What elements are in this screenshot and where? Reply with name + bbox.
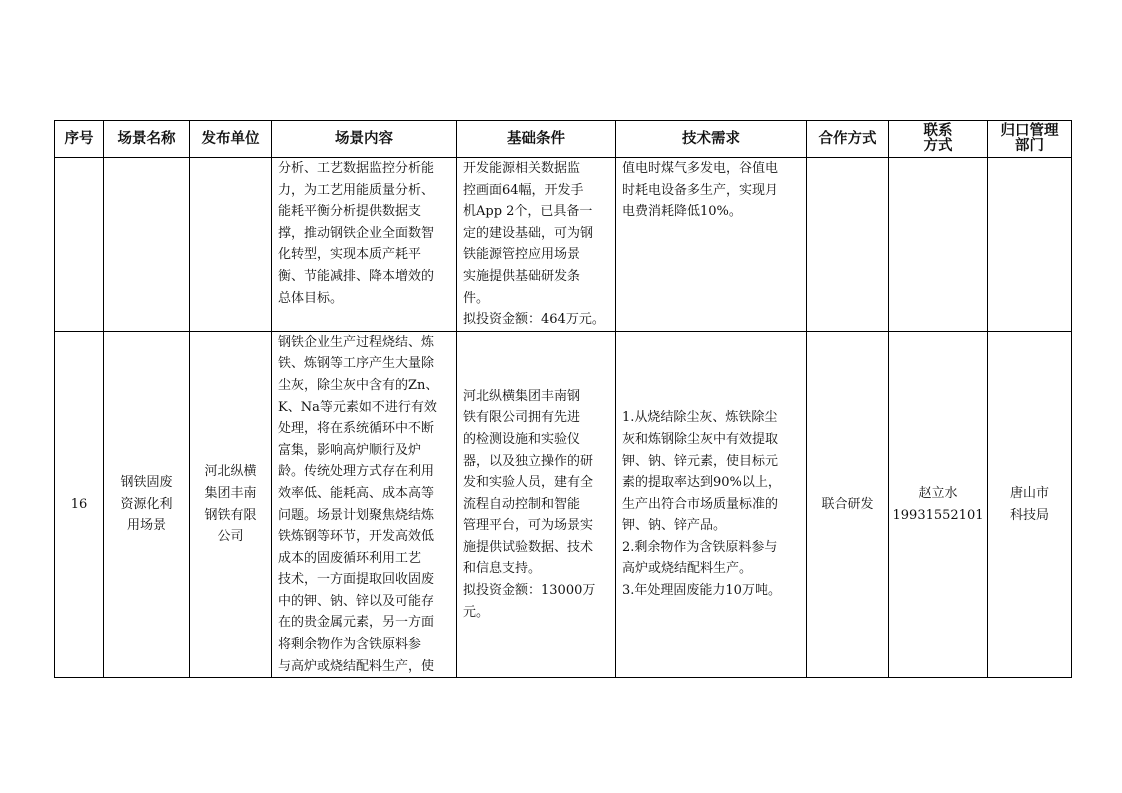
header-cooperation xyxy=(807,121,889,158)
text-line: 中的钾、钠、锌以及可能存 xyxy=(278,593,435,609)
header-scene-name xyxy=(104,121,190,158)
tech-requirements-text xyxy=(616,158,806,223)
cell-scene-name-empty xyxy=(104,158,190,332)
text-line: 尘灰，除尘灰中含有的Zn、 xyxy=(278,377,439,393)
text-line: 河北纵横 xyxy=(204,464,257,480)
text-line: 处理，将在系统循环中不断 xyxy=(278,421,435,437)
text-line: 钾、钠、锌产品。 xyxy=(622,518,727,534)
text-line: 技术需求 xyxy=(682,130,740,147)
text-line: 场景内容 xyxy=(335,130,393,147)
text-line: 力，为工艺用能质量分析、 xyxy=(278,182,435,198)
text-line: 用场景 xyxy=(126,518,166,534)
text-line: 实施提供基础研发条 xyxy=(463,268,581,284)
header-publisher xyxy=(190,121,272,158)
cell-scene-content xyxy=(272,331,457,678)
text-line: 机App 2个，已具备一 xyxy=(463,204,593,220)
text-line: 场景名称 xyxy=(117,130,176,147)
text-line: 开发能源相关数据监 xyxy=(463,161,581,176)
text-line: 1.从烧结除尘灰、炼铁除尘 xyxy=(622,410,778,426)
header-basic-conditions xyxy=(457,121,616,158)
text-line: 部门 xyxy=(1015,138,1044,154)
text-line: K、Na等元素如不进行有效 xyxy=(278,399,437,415)
cell-scene-name xyxy=(104,331,190,678)
text-line: 基础条件 xyxy=(507,130,565,147)
text-line: 施提供试验数据、技术 xyxy=(463,539,594,555)
text-line: 拟投资金额：13000万 xyxy=(463,583,596,599)
cell-department xyxy=(988,331,1072,678)
header-department xyxy=(988,121,1072,158)
cell-basic-conditions xyxy=(457,331,616,678)
text-line: 在的贵金属元素，另一方面 xyxy=(278,615,435,631)
text-line: 资源化利 xyxy=(120,496,173,512)
text-line: 河北纵横集团丰南钢 xyxy=(463,388,581,404)
cell-department-empty xyxy=(988,158,1072,332)
text-line: 铁能源管控应用场景 xyxy=(463,247,581,263)
text-line: 值电时煤气多发电，谷值电 xyxy=(622,161,779,176)
text-line: 序号 xyxy=(64,130,94,147)
cell-contact-empty xyxy=(889,158,988,332)
text-line: 铁炼钢等环节，开发高效低 xyxy=(278,529,435,545)
text-line: 问题。场景计划聚焦烧结炼 xyxy=(278,507,435,523)
text-line: 时耗电设备多生产，实现月 xyxy=(622,182,779,198)
text-line: 高炉或烧结配料生产。 xyxy=(622,561,753,577)
text-line: 和信息支持。 xyxy=(463,561,542,577)
text-line: 富集，影响高炉顺行及炉 xyxy=(278,442,422,458)
table-row-continued xyxy=(55,158,1072,332)
text-line: 公司 xyxy=(217,529,244,545)
text-line: 发和实验人员，建有全 xyxy=(463,475,594,491)
cell-publisher xyxy=(190,331,272,678)
tech-requirements-text xyxy=(616,407,806,601)
header-contact xyxy=(889,121,988,158)
cell-contact xyxy=(889,331,988,678)
text-line: 生产出符合市场质量标准的 xyxy=(622,496,779,512)
text-line: 能耗平衡分析提供数据支 xyxy=(278,204,422,220)
cell-seq xyxy=(55,331,104,678)
text-line: 器，以及独立操作的研 xyxy=(463,453,594,469)
text-line: 拟投资金额：464万元。 xyxy=(463,312,605,328)
text-line: 铁、炼钢等工序产生大量除 xyxy=(278,356,435,372)
text-line: 归口管理 xyxy=(1000,123,1059,139)
contact-name: 赵立水 xyxy=(918,485,958,501)
text-line: 件。 xyxy=(463,290,490,306)
text-line: 衡、节能减排、降本增效的 xyxy=(278,268,435,284)
header-tech-requirements xyxy=(616,121,807,158)
cell-publisher-empty xyxy=(190,158,272,332)
text-line: 钢铁企业生产过程烧结、炼 xyxy=(278,334,435,350)
text-line: 元。 xyxy=(463,604,490,620)
table-row-16 xyxy=(55,331,1072,678)
seq-number: 16 xyxy=(70,496,88,512)
text-line: 灰和炼钢除尘灰中有效提取 xyxy=(622,431,779,447)
cell-cooperation-empty xyxy=(807,158,889,332)
cell-seq-empty xyxy=(55,158,104,332)
text-line: 集团丰南 xyxy=(204,485,257,501)
text-line: 钢铁固废 xyxy=(120,475,173,491)
text-line: 联系 xyxy=(923,123,953,139)
text-line: 总体目标。 xyxy=(278,290,344,306)
text-line: 钾、钠、锌元素，使目标元 xyxy=(622,453,779,469)
basic-conditions-text xyxy=(457,386,615,624)
cell-basic-conditions xyxy=(457,158,616,332)
text-line: 唐山市 xyxy=(1009,485,1049,501)
text-line: 技术，一方面提取回收固废 xyxy=(278,572,435,588)
cooperation-mode: 联合研发 xyxy=(821,496,874,512)
text-line: 钢铁有限 xyxy=(204,507,257,523)
text-line: 分析、工艺数据监控分析能 xyxy=(278,161,435,176)
text-line: 合作方式 xyxy=(818,130,877,147)
cell-tech-requirements xyxy=(616,158,807,332)
header-row xyxy=(55,121,1072,158)
text-line: 管理平台，可为场景实 xyxy=(463,518,594,534)
header-seq xyxy=(55,121,104,158)
text-line: 3.年处理固废能力10万吨。 xyxy=(622,583,781,599)
cell-scene-content xyxy=(272,158,457,332)
text-line: 撑，推动钢铁企业全面数智 xyxy=(278,225,435,241)
text-line: 科技局 xyxy=(1009,507,1049,523)
text-line: 发布单位 xyxy=(201,130,260,147)
text-line: 素的提取率达到90%以上， xyxy=(622,475,781,491)
text-line: 流程自动控制和智能 xyxy=(463,496,581,512)
cell-tech-requirements xyxy=(616,331,807,678)
text-line: 龄。传统处理方式存在利用 xyxy=(278,464,435,480)
contact-phone: 19931552101 xyxy=(892,507,984,523)
scene-content-text xyxy=(272,332,456,678)
scene-content-text xyxy=(272,158,456,309)
cell-cooperation xyxy=(807,331,889,678)
text-line: 效率低、能耗高、成本高等 xyxy=(278,485,435,501)
scene-table xyxy=(54,120,1072,678)
text-line: 铁有限公司拥有先进 xyxy=(463,410,581,426)
text-line: 电费消耗降低10%。 xyxy=(622,204,742,220)
text-line: 化转型，实现本质产耗平 xyxy=(278,247,422,263)
text-line: 成本的固废循环利用工艺 xyxy=(278,550,422,566)
header-scene-content xyxy=(272,121,457,158)
text-line: 将剩余物作为含铁原料参 xyxy=(278,637,422,653)
text-line: 控画面64幅，开发手 xyxy=(463,182,584,198)
text-line: 2.剩余物作为含铁原料参与 xyxy=(622,539,778,555)
text-line: 与高炉或烧结配料生产，使 xyxy=(278,658,435,674)
basic-conditions-text xyxy=(457,158,615,331)
text-line: 方式 xyxy=(923,138,953,154)
text-line: 的检测设施和实验仪 xyxy=(463,431,581,447)
text-line: 定的建设基础，可为钢 xyxy=(463,225,594,241)
